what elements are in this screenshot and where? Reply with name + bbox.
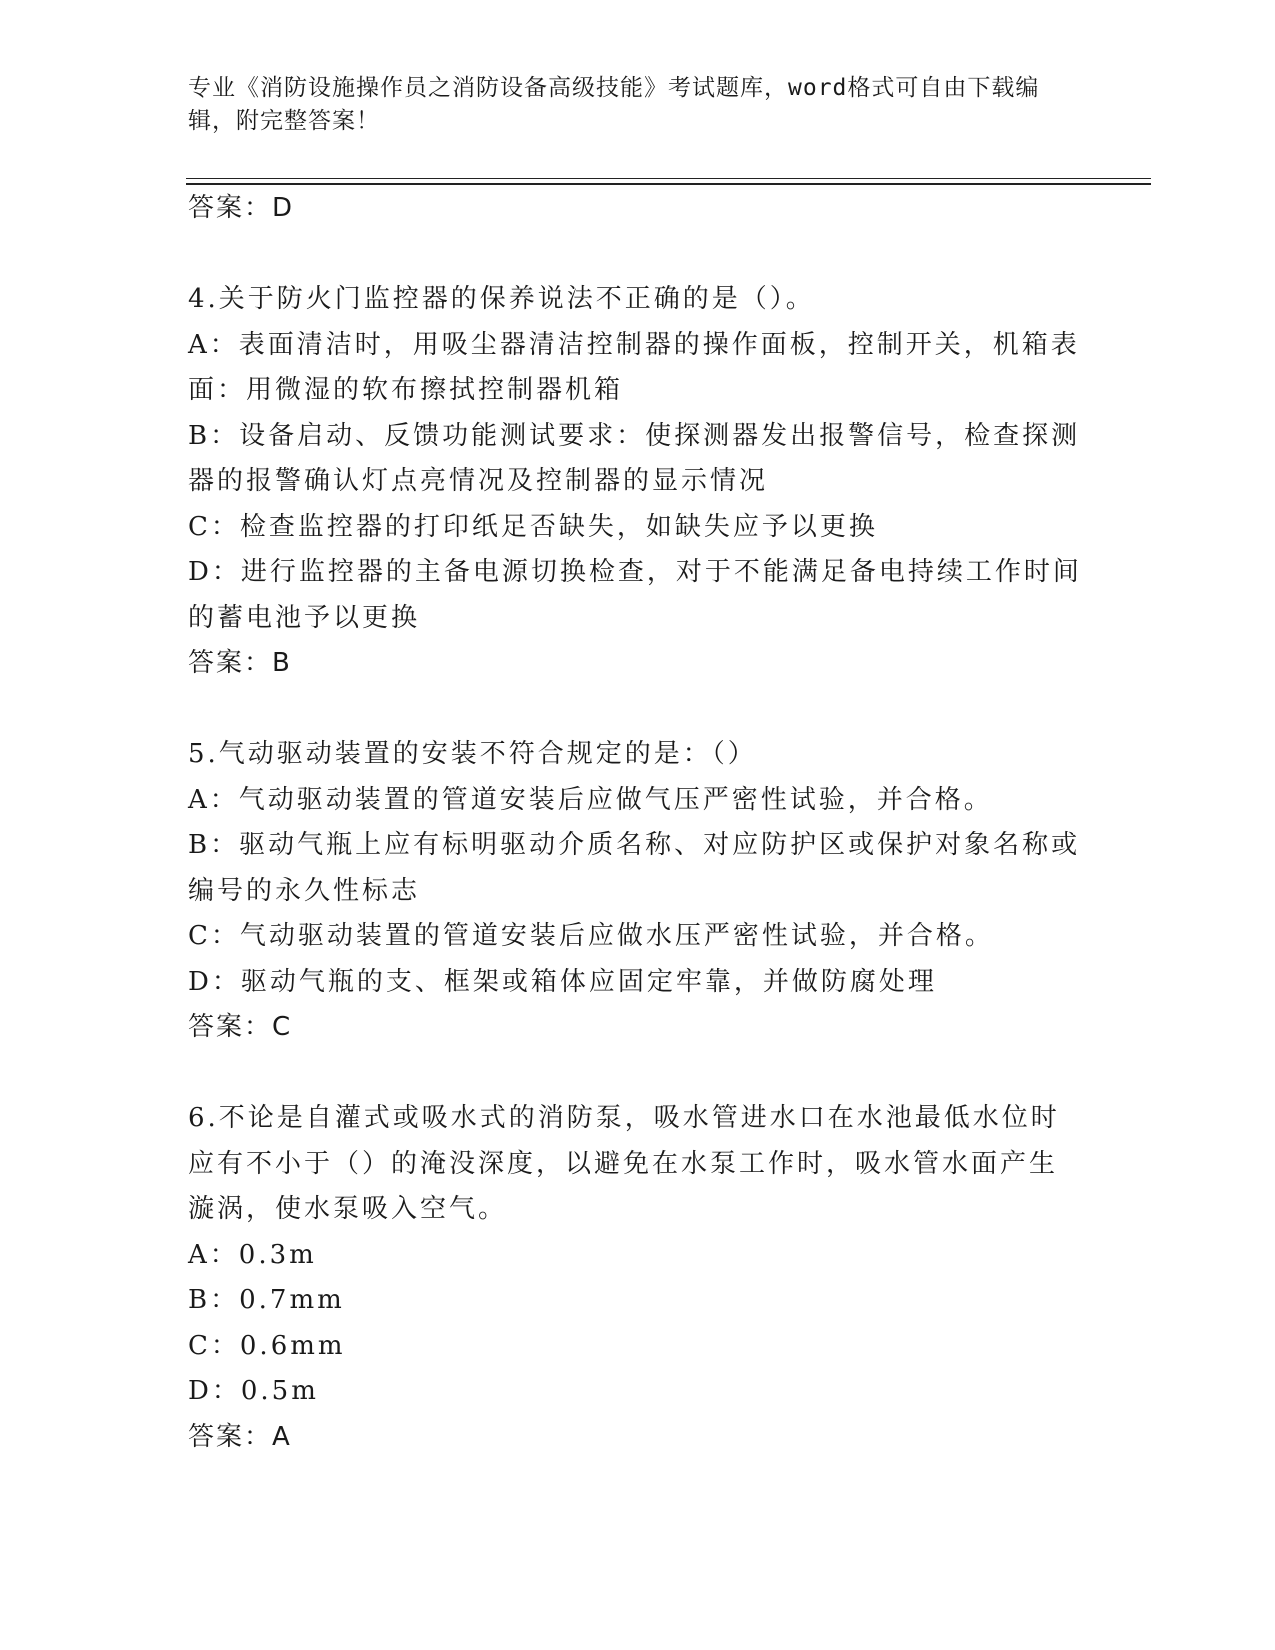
question-text: 漩涡，使水泵吸入空气。 (188, 1194, 508, 1224)
option-line: D：进行监控器的主备电源切换检查，对于不能满足备电持续工作时间 (188, 557, 1082, 587)
answer-line: 答案：D (188, 193, 295, 223)
spacer (188, 687, 1088, 733)
question-block (188, 732, 1088, 1051)
option-line: C：检查监控器的打印纸足否缺失，如缺失应予以更换 (188, 511, 878, 542)
option-line: A：表面清洁时，用吸尘器清洁控制器的操作面板，控制开关，机箱表 (188, 329, 1080, 360)
spacer (188, 232, 1088, 278)
option-line: C：0.6mm (188, 1330, 346, 1361)
option-line: C：气动驱动装置的管道安装后应做水压严密性试验，并合格。 (188, 921, 994, 951)
option-line: B：0.7mm (188, 1285, 345, 1315)
header-line: 专业《消防设施操作员之消防设备高级技能》考试题库，word格式可自由下载编 (188, 75, 1040, 101)
answer-line: 答案：C (188, 1012, 293, 1042)
option-line: B：设备启动、反馈功能测试要求：使探测器发出报警信号，检查探测 (188, 420, 1081, 451)
answer-line: 答案：B (188, 648, 292, 678)
question-text: 5.气动驱动装置的安装不符合规定的是：（） (188, 739, 757, 769)
option-line: 的蓄电池予以更换 (188, 602, 421, 633)
option-line: D：驱动气瓶的支、框架或箱体应固定牢靠，并做防腐处理 (188, 966, 937, 997)
option-line: 器的报警确认灯点亮情况及控制器的显示情况 (188, 466, 769, 496)
document-header (188, 72, 1068, 138)
document-body (188, 186, 1088, 1460)
header-rule (186, 178, 1151, 179)
spacer (188, 1051, 1088, 1097)
question-text: 6.不论是自灌式或吸水式的消防泵，吸水管进水口在水池最低水位时 (188, 1103, 1060, 1133)
option-line: 面：用微湿的软布擦拭控制器机箱 (188, 375, 624, 405)
header-rule (186, 183, 1151, 185)
option-line: A：0.3m (188, 1239, 317, 1270)
option-line: D：0.5m (188, 1376, 319, 1406)
question-block (188, 277, 1088, 687)
option-line: B：驱动气瓶上应有标明驱动介质名称、对应防护区或保护对象名称或 (188, 830, 1081, 860)
question-block (188, 1096, 1088, 1460)
header-line: 辑，附完整答案！ (188, 108, 380, 134)
option-line: 编号的永久性标志 (188, 875, 421, 906)
question-text: 4.关于防火门监控器的保养说法不正确的是（）。 (188, 284, 815, 314)
option-line: A：气动驱动装置的管道安装后应做气压严密性试验，并合格。 (188, 784, 993, 815)
question-text: 应有不小于（）的淹没深度，以避免在水泵工作时，吸水管水面产生 (188, 1148, 1059, 1179)
answer-line: 答案：A (188, 1421, 292, 1452)
